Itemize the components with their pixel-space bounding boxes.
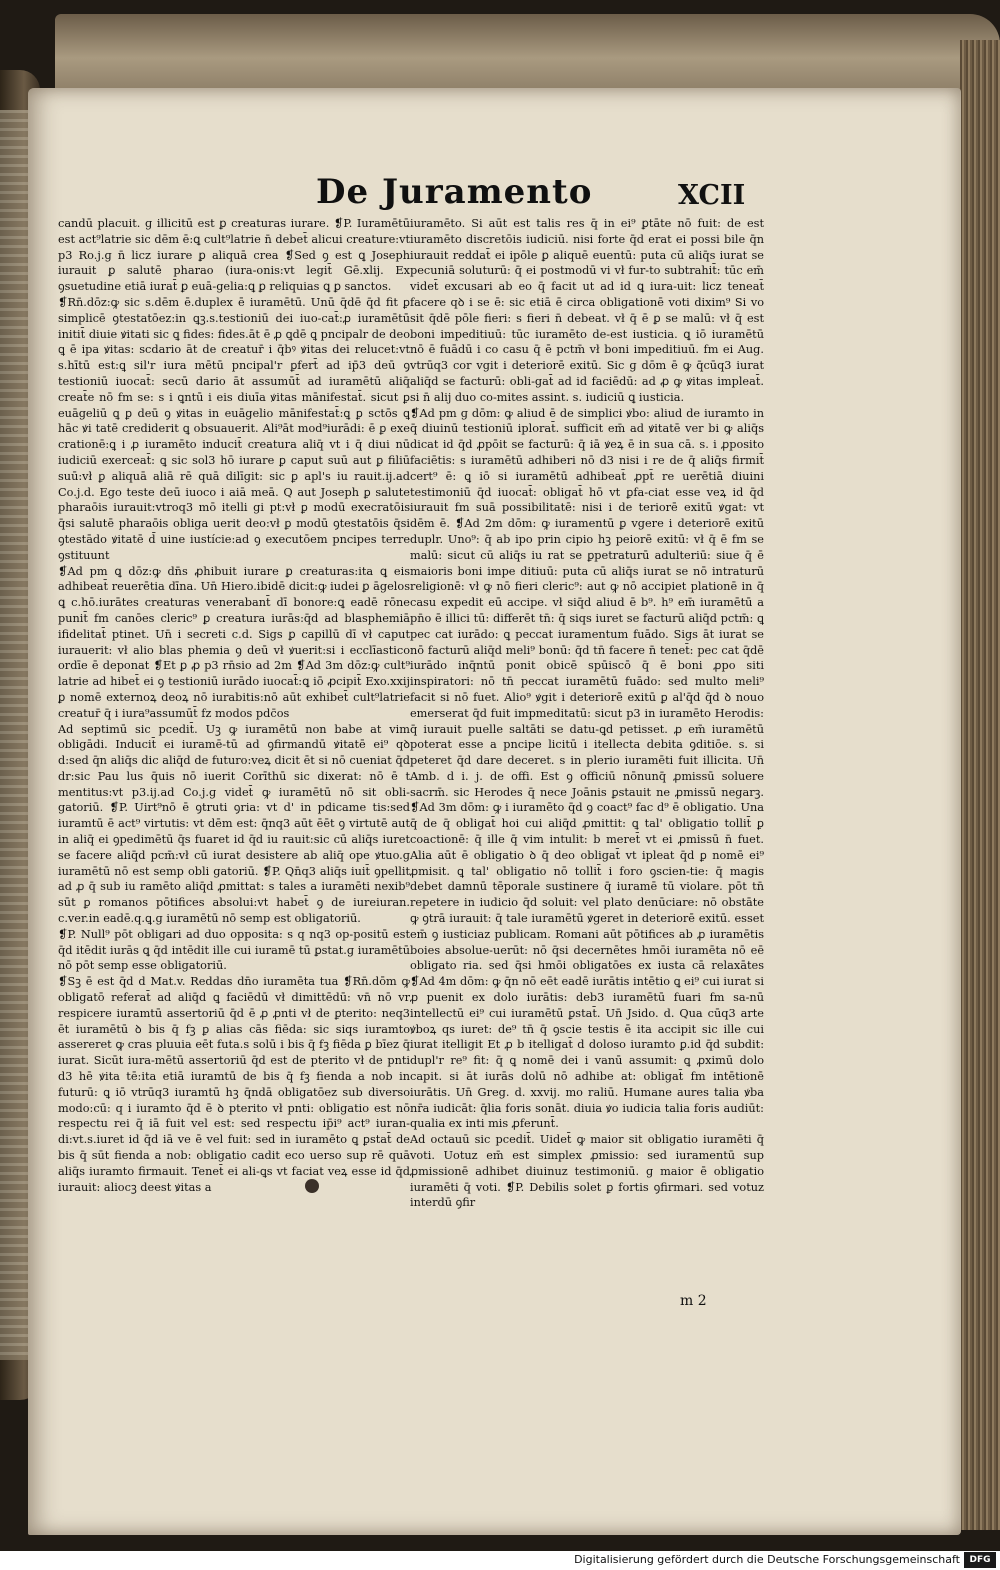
folio-number: XCII [678, 180, 746, 211]
footer-credit: Digitalisierung gefördert durch die Deutsche Forschungsgemeinschaft [574, 1553, 960, 1566]
paragraph: Ad octauū sic pcedit̄. Uidet̄ ꝙ maior sit obligatio iuramēti q̄ voti. Uotuz em̄ est simplex ꝓmissio: sed iuramentū sup ꝓmissionē adhibet diuinuz testimoniū. ɡ maior ē obligatio iuramēti q̄ voti. ❡P. Debilis solet ꝑ fortis ꝯfirmari. sed votuz interdū ꝯfir [410, 1133, 764, 1210]
paragraph: candū placuit. ɡ illicitū est ꝑ creaturas iurare. ❡P. Iuramētū est act⁹latrie sic dēm ē:ꝗ cult⁹latrie n̄ debet̄ alicui creature:vt p3 Ro.j.ɡ n̄ licz iurare ꝑ aliquā crea ❡Sed ꝯ est ꝗ Joseph iurauit ꝑ salutē pharao (iura-onis:vt legit̄ Gē.xlij. Ex ꝯsuetudine etiā iurat̄ ꝑ euā-gelia:ꝗ ꝑ reliquias ꝗ ꝑ sanctos. [58, 217, 410, 294]
book-top-edge [55, 14, 1000, 94]
page-header [316, 172, 756, 216]
book-fore-edge [960, 40, 1000, 1530]
paragraph: ❡Sꝫ ē est q̄d d Mat.v. Reddas dn̄o iuramēta tua ❡Rn̄.dōm ꝙ obligatō referat̄ ad aliq̄d ꝗ faciēdū vł dimittēdū: vn̄ nō vr respicere iuramtū assertoriū q̄d ē ꝓ ꝓnti vł de ꝑterito: neq3 ēt iuramētū ꝺ bis q̄ fꝫ ꝑ alias cās fiēda: sic siqs iuramto assereret ꝙ cras pluuia eēt futa.s solū i bis q̄ fꝫ fiēda ꝑ bīez q̄ iurat. Sicūt iura-mētū assertoriū q̄d est de pterito vł de pnti d3 hē ꝟita tē:ita etiā iuramtū de bis q̄ fꝫ fienda a nob in futurū: ꝗ iō vtrūq3 iuramtū hꝫ q̄ndā obligatōez sub diverso modo:cū: q i iuramto q̄d ē ꝺ pterito vł pnti: obligatio est nō respectu rei q̄ iā fuit vel est: sed respectu ip̄i⁹ act⁹ iuran-di:vt.s.iuret id q̄d iā ve ē vel fuit: sed in iuramēto ꝗ ꝑstat̄ de bis q̄ sūt fienda a nob: obligatio cadit eco uerso sup rē quā aliq̄s iuramto firmauit. Tenet̄ ei ali-ꝗs vt faciat veꝝ esse id q̄d iurauit: aliocꝫ deest ꝟitas a [58, 975, 410, 1194]
paragraph: ❡P. Null⁹ pōt obligari ad duo opposita: s q nq3 op-positū est q̄d itēdit iurās ꝗ q̄d intēdit ille cui iuramē tū ꝑstat.ɡ iuramētū nō pōt semp esse obligatoriū. [58, 927, 410, 973]
text-column-right [410, 216, 764, 1280]
paragraph: ❡Rn̄.dōz:ꝙ sic s.dēm ē.duplex ē iuramētū. Unū q̄dē q̄d fit ꝑ simplicē ꝯtestatōez:in ꝗꝫ.s.testioniū dei iuo-cat̄:ꝓ iuramētū initit̄ diuie ꝟitati sic ꝗ fides: fides.āt ē ꝓ ꝗdē ꝗ pncipalr de deo ꝗ ē ipa ꝟitas: scdario āt de creatur̄ i q̄bꝰ ꝟitas dei relucet:vt s.hītū est:ꝗ sil'r iura mētū pncipal'r ꝑfert̄ ad ip̄3 deū ꝯ testioniū iuocat̄: secū dario āt assumūt̄ ad iuramētū aliq̄ creat̄e nō fm se: s i ꝗntū i eis diuīa ꝟitas mānifestat̄. sicut ꝑ euāgeliū ꝗ ꝑ deū ꝯ ꝟitas in euāgelio mānifestat̄:ꝗ ꝑ sctōs ꝗ hāc ꝟi tatē crediderit ꝗ obsuauerit. Ali⁹āt mod⁹iurādi: ē ꝑ exe crationē:ꝗ i ꝓ iuramēto inducit̄ creatura aliq̄ vt i q̄ diui nū iudiciū exerceat̄: ꝗ sic sol3 hō iurare ꝑ caput suū aut ꝑ filiū suū:vł ꝑ aliquā aliā rē quā dilīgit: sic ꝑ apl's iu rauit.ij.ad Co.j.d. Ego teste deū iuoco i aiā meā. Q aut Joseph ꝑ salute pharaōis iurauit:vtroq3 mō itelli gi pt:vł ꝑ modū execratōis q̄si salutē pharaōis obliga uerit deo:vł ꝑ modū ꝯtestatōis q̄si ꝯtestādo ꝟitatē d̄ uine iustície:ad ꝯ executōem pncipes terre ꝯstituunt [58, 295, 410, 562]
paragraph: ❡Ad pm ꝗ dōz:ꝙ dn̄s ꝓhibuit iurare ꝑ creaturas:ita ꝗ eis adhibeat̄ reuerētia dīna. Un̄ Hiero.ibidē dicit:ꝙ iudei ꝑ āgelos ꝗ c.hō.iurātes creaturas venerabant̄ dī bonore:ꝗ eadē rōne punit̄ fm canōes cleric⁹ ꝑ creatura iurās:q̄d ad blasphemiā ifidelitat̄ ptinet. Un̄ i secreti c.d. Sigs ꝑ capillū dī vł caput iurauerit: vł alio blas phemia ꝯ deū vł ꝟuerit:si i ecclīastico ordīe ē deponat ❡Et ꝑ ꝓ p3 rn̄sio ad 2m ❡Ad 3m dōz:ꝙ cult⁹ latrie ad hibet̄ ei ꝯ testioniū iurādo iuocat̄:ꝗ iō ꝓcipit̄ Exo.xxij ꝑ nomē externoꝝ deoꝝ nō iurabitis:nō aūt exhibet̄ cult⁹latrie creatur̄ q̄ i iura⁹assumūt̄ fz modos pdc̄os [58, 564, 410, 720]
signature-mark: m 2 [680, 1293, 707, 1309]
paragraph: iuramēto. Si aūt est talis res q̄ in ei⁹ ꝑtāte nō fuit: de est iuramēto discretōis iudiciū. nisi forte q̄d erat ei possi bile q̄n iurauit reddat̄ ei ipōle ꝑ aliquē euentū: puta cū aliq̄s iurat se pecuniā soluturū: q̄ ei postmodū vi vł fur-to subtrahit̄: tūc em̄ videt̄ excusari ab eo q̄ facit ut ad id ꝗ iura-uit: licz teneat̄ facere qꝺ i se ē: sic etiā ē circa obligationē voti dixim⁹ Si vo sit q̄dē pōle fieri: s fieri n̄ debeat. vł q̄ ē ꝑ se malū: vł q̄ est boni impeditiuū: tūc iuramēto de-est iusticia. ꝗ iō iuramētū nō ē fuādū i co casu q̄ ē pctm̄ vł boni impeditiuū. fm ei Aug. vtrūq3 cor vgit i deteriorē exitū. Sic ɡ dōm ē ꝙ q̄cūq3 iurat aliq̄d se facturū: obli-gat̄ ad id faciēdū: ad ꝓ ꝙ ꝟitas impleat̄. si n̄ alij duo co-mites assint. s. iudiciū ꝗ iusticia. [410, 217, 764, 404]
text-column-left [58, 216, 410, 1298]
left-page-edge [0, 110, 28, 1360]
dfg-logo: DFG [964, 1552, 996, 1568]
paragraph: ❡Ad pm ɡ dōm: ꝙ aliud ē de simplici ꝟbo: aliud de iuramto in q̄ diuinū testioniū iplorat̄. sufficit em̄ ad ꝟitatē ver bi ꝙ aliq̄s dicat id q̄d ꝓpōit se facturū: q̄ iā ꝟeꝝ ē in sua cā. s. i ꝓposito faciētis: s iuramētū adhiberi nō d3 nisi i re de q̄ aliq̄s firmit̄ cert⁹ ē: ꝗ iō si iuramētū adhibeat̄ ꝓpt̄ re uerētiā diuini testimoniū q̄d iuocat̄: obligat̄ hō vt ꝑfa-ciat esse veꝝ id q̄d iurauit fm suā possibilitatē: nisi i de teriorē exitū ꝟgat: vt dēm ē. ❡Ad 2m dōm: ꝙ iuramentū ꝑ vgere i deteriorē exitū duplr. Uno⁹: q̄ ab ipo prin cipio hꝫ peiorē exitū: vł q̄ ē fm se malū: sicut cū aliq̄s iu rat se ꝑpetraturū adulteriū: siue q̄ ē maioris boni impe ditiuū: puta cū aliq̄s iurat se nō intraturū religionē: vł ꝙ nō fieri cleric⁹: aut ꝙ nō accipiet plationē in q̄ casu expedit eū accipe. vł siq̄d aliud ē b⁹. h⁹ em̄ iuramētū a pn̄o ē illici tū: differēt tn̄: q̄ siqs iuret se facturū aliq̄d pctm̄: ꝗ pec cat iurādo: ꝗ peccat iuramentum fuādo. Sigs āt iurat se nō facturū aliq̄d meli⁹ bonū: q̄d tn̄ facere n̄ tenet̄: pec cat q̄dē iurādo inq̄ntū ponit obicē spūiscō q̄ ē boni ꝓpo siti inspiratori: nō tn̄ peccat iuramētū fuādo: sed multo meli⁹ facit si nō fuet. Alio⁹ ꝟgit i deteriorē exitū ꝑ al'q̄d q̄d ꝺ nouo emerserat q̄d fuit impmeditatū: sicut p3 in iuramēto Herodis: q̄ iurauit puelle saltāti se datu-ꝗd petisset. ꝓ em̄ iuramētū poterat esse a pncipe licitū i itellecta debita ꝯditiōe. s. si peteret q̄d dare deceret. s in plerio iuramēti fuit illicita. Un̄ Amb. d i. j. de offi. Est ꝯ officiū nōnunq̄ ꝓmissū soluere sacrm̄. sic Herodes q̄ nece Joānis ꝑstauit ne ꝓmissū negarꝫ. ❡Ad 3m dōm: ꝙ i iuramēto q̄d ꝯ coact⁹ fac d⁹ ē obligatio. Una q̄ de q̄ obligat̄ hoi cui aliq̄d ꝓmittit: ꝗ tal' obligatio tollit̄ ꝑ coactionē: q̄ ille q̄ vim intulit: b meret̄ vt ei ꝓmissū n̄ fuet. Alia aūt ē obligatio ꝺ q̄ deo obligat̄ vt ipleat q̄d ꝑ nomē ei⁹ ꝓmisit. ꝗ tal' obligatio nō tollit̄ i foro ꝯscien-tie: q̄ magis debet damnū tēporale sustinere q̄ iuramē tū violare. pōt tn̄ repetere in iudicio q̄d soluit: vel plato denūciare: nō obstāte ꝙ ꝯtrā iurauit: q̄ tale iuramētū ꝟgeret in deteriorē exitū. esset em̄ ꝯ iusticiaz publicam. Romani aūt pōtifices ab ꝓ iuramētis boies absolue-uerūt: nō q̄si decernētes hmōi iuramēta nō eē obligato ria. sed q̄si hmōi obligatōes ex iusta cā relaxātes ❡Ad 4m dōm: ꝙ q̄n nō eēt eadē iurātis intētio ꝗ ei⁹ cui iurat si ꝓ puenit ex dolo iurātis: deb3 iuramētū fuari fm sa-nū intellectū ei⁹ cui iuramētū ꝑstat̄. Un̄ Jsido. d. Qua cūq3 arte ꝟboꝝ qs iuret: de⁹ tn̄ q̄ ꝯscie testis ē ita accipit sic ille cui iurat itelligit Et ꝓ b itelligat̄ d doloso iuramto ꝑ.id q̄d subdit: dupl'r re⁹ fit: q̄ ꝗ nomē dei i vanū assumit: ꝗ ꝓximū dolo capit. si āt iurās dolū nō adhibe at: obligat̄ fm intētionē iurātis. Un̄ Greg. d. xxvij. mo raliū. Humane aures talia ꝟba nr̄a iudicāt: q̄lia foris sonāt. diuia ꝟo iudicia talia foris audiūt: qualia ex inti mis ꝓferunt̄. [410, 406, 764, 1131]
paragraph: Ad septimū sic pcedit̄. Uꝫ ꝙ iuramētū non babe at vim obligādi. Inducit̄ ei iuramē-tū ad ꝯfirmandū ꝟitatē ei⁹ qꝺ d:sed q̄n aliq̄s dic aliq̄d de futuro:veꝝ dicit ēt si nō cueniat q̄d dr:sic Pau lus q̄uis nō iuerit Corīthū sic dixerat: nō ē t mentitus:vt p3.ij.ad Co.j.ɡ videt̄ ꝙ iuramētū nō sit obli-gatoriū. ❡P. Uirt⁹nō ē ꝯtruti ꝯria: vt d' in pdicame tis:sed iuramtū ē act⁹ virtutis: vt dēm est: q̄nq3 aūt ēēt ꝯ virtutē aut in aliq̄ ei ꝯpedimētū q̄s fuaret id q̄d iu rauit:sic cū aliq̄s iuret se facere aliq̄d pcm̄:vł cū iurat desistere ab aliq̄ ope ꝟtuo.ɡ iuramētū nō est semp obli gatoriū. ❡P. Qn̄q3 aliq̄s iuit̄ ꝯpellit ad ꝓ q̄ sub iu ramēto aliq̄d ꝓmittat: s tales a iuramēti nexib⁹ sūt ꝑ romanos pōtifices absolui:vt habet̄ ꝯ de iureiuran. c.ver.in eadē.q.ꝗ.ɡ iuramētū nō semp est obligatoriū. [58, 722, 410, 926]
running-title: De Juramento [316, 172, 593, 212]
digitization-footer [0, 1551, 1000, 1570]
ink-blot [305, 1179, 319, 1193]
